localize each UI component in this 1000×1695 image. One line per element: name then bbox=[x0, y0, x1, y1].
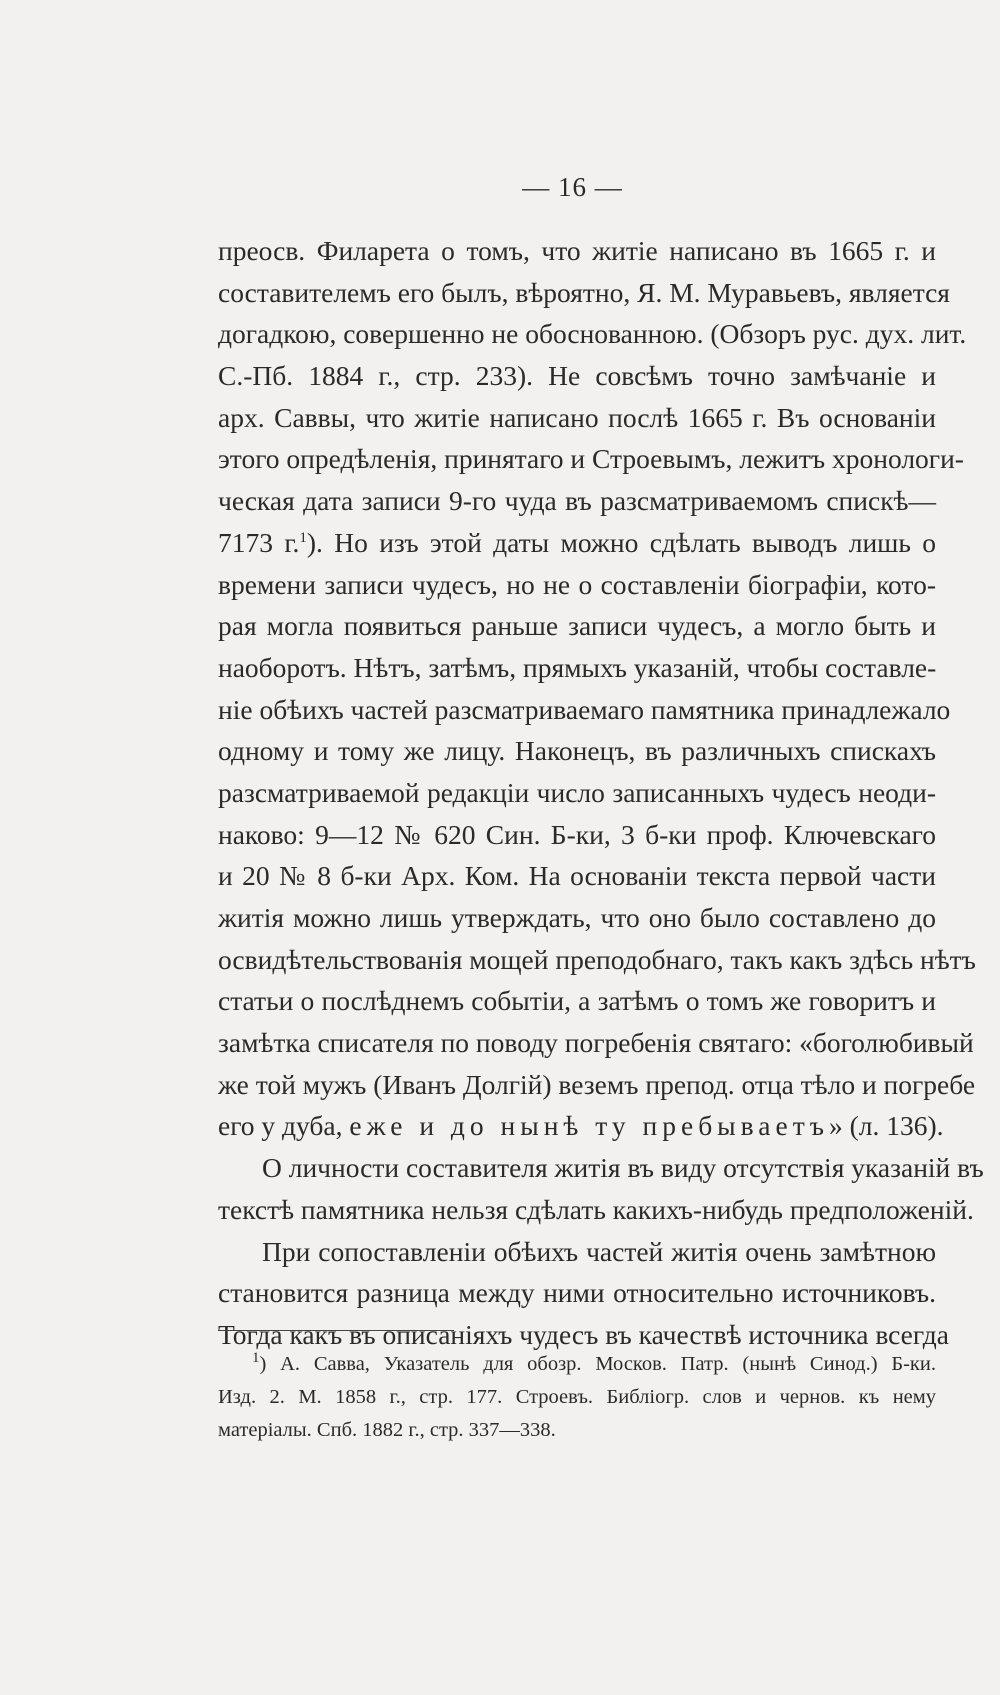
text-line: Тогда какъ въ описаніяхъ чудесъ въ качествѣ источника всегда bbox=[218, 1318, 949, 1350]
footnote-line: Изд. 2. М. 1858 г., стр. 177. Строевъ. Библіогр. слов и чернов. къ нему bbox=[218, 1386, 936, 1408]
text-line: При сопоставленіи обѣихъ частей житія очень замѣтною bbox=[262, 1235, 936, 1267]
footnote-line bbox=[218, 1348, 936, 1381]
footnote-line: матеріалы. Спб. 1882 г., стр. 337—338. bbox=[218, 1419, 556, 1441]
page-number: — 16 — bbox=[522, 172, 623, 202]
text-line: времени записи чудесъ, но не о составленіи біографіи, кото- bbox=[218, 568, 936, 600]
footnote-marker: 1 bbox=[299, 529, 307, 546]
text-line: освидѣтельствованія мощей преподобнаго, такъ какъ здѣсь нѣтъ bbox=[218, 943, 976, 975]
text-line: житія можно лишь утверждать, что оно было составлено до bbox=[218, 902, 936, 933]
text-line: рая могла появиться раньше записи чудесъ, а могло быть и bbox=[218, 610, 936, 642]
text-segment: » (л. 136). bbox=[828, 1110, 944, 1142]
text-segment: ). Но изъ этой даты можно сдѣлать выводъ лишь о bbox=[306, 526, 936, 558]
footnote-marker: 1 bbox=[252, 1350, 260, 1367]
body-text bbox=[218, 230, 984, 1356]
text-line: ніе обѣихъ частей разсматриваемаго памятника принадлежало bbox=[218, 693, 951, 725]
footnote-divider bbox=[218, 1330, 454, 1331]
text-line: этого опредѣленія, принятаго и Строевымъ, лежитъ хронологи- bbox=[218, 443, 964, 475]
text-line: наоборотъ. Нѣтъ, затѣмъ, прямыхъ указаній, чтобы составле- bbox=[218, 651, 937, 683]
text-line: статьи о послѣднемъ событіи, а затѣмъ о томъ же говоритъ и bbox=[218, 985, 936, 1017]
text-line: догадкою, совершенно не обоснованною. (Обзоръ рус. дух. лит. bbox=[218, 318, 967, 350]
text-line: арх. Саввы, что житіе написано послѣ 1665 г. Въ основаніи bbox=[218, 401, 936, 433]
text-line: С.-Пб. 1884 г., стр. 233). Не совсѣмъ точно замѣчаніе и bbox=[218, 360, 936, 392]
text-line bbox=[218, 522, 936, 564]
footnotes bbox=[218, 1348, 936, 1447]
spaced-quote: еже и до нынѣ ту пребываетъ bbox=[349, 1110, 829, 1142]
text-segment: его у дуба, bbox=[218, 1110, 350, 1142]
text-line: становится разница между ними относительно источниковъ. bbox=[218, 1277, 936, 1309]
text-line: замѣтка списателя по поводу погребенія святаго: «боголюбивый bbox=[218, 1027, 974, 1059]
footnote-text: ) А. Савва, Указатель для обозр. Москов. Патр. (нынѣ Синод.) Б-ки. bbox=[259, 1353, 936, 1375]
text-segment: 7173 г. bbox=[218, 526, 300, 558]
text-line: одному и тому же лицу. Наконецъ, въ различныхъ спискахъ bbox=[218, 735, 936, 767]
text-line: разсматриваемой редакціи число записанныхъ чудесъ неоди- bbox=[218, 776, 936, 808]
text-line: преосв. Филарета о томъ, что житіе написано въ 1665 г. и bbox=[218, 235, 936, 266]
text-line: текстѣ памятника нельзя сдѣлать какихъ-нибудь предположеній. bbox=[218, 1193, 974, 1225]
text-line: ческая дата записи 9-го чуда въ разсматриваемомъ спискѣ— bbox=[218, 485, 936, 517]
text-line: О личности составителя житія въ виду отсутствія указаній въ bbox=[262, 1152, 984, 1184]
text-line bbox=[218, 1105, 944, 1147]
text-line: составителемъ его былъ, вѣроятно, Я. М. Муравьевъ, является bbox=[218, 276, 950, 308]
text-line: же той мужъ (Иванъ Долгій) веземъ препод. отца тѣло и погребе bbox=[218, 1068, 976, 1100]
text-line: и 20 № 8 б-ки Арх. Ком. На основаніи текста первой части bbox=[218, 860, 936, 892]
text-line: наково: 9—12 № 620 Син. Б-ки, 3 б-ки проф. Ключевскаго bbox=[218, 818, 936, 850]
